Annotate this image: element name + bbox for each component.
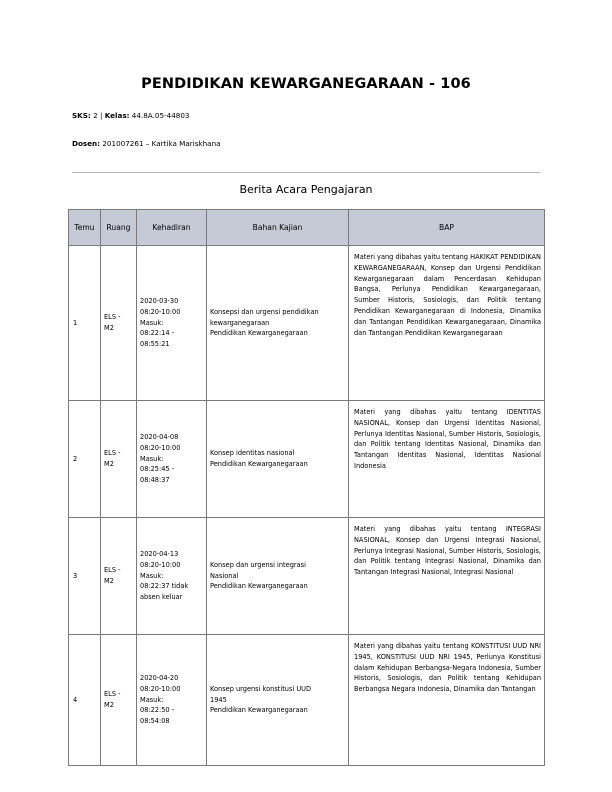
bahan-line: Nasional bbox=[210, 571, 239, 580]
sks-value: 2 bbox=[93, 111, 98, 120]
bahan-line: Pendidikan Kewarganegaraan bbox=[210, 460, 308, 468]
kehadiran-line: absen keluar bbox=[140, 593, 183, 602]
table-row bbox=[69, 635, 545, 766]
kehadiran-line: 08:20-10:00 bbox=[140, 443, 181, 452]
bap-cell: Materi yang dibahas yaitu tentang KONSTITUSI UUD NRI 1945, KONSTITUSI UUD NRI 1945, Perlunya Konstitusi dalam Kehidupan Berbangsa-Negara Indonesia, Sumber Historis, Sosiologis, dan Politik tentang Kehidupan Berbangsa Negara Indonesia, Dinamika dan Tantangan bbox=[349, 635, 545, 766]
column-header-kehadiran: Kehadiran bbox=[137, 210, 207, 246]
page-title: PENDIDIKAN KEWARGANEGARAAN - 106 bbox=[141, 76, 471, 92]
sks-label: SKS: bbox=[72, 111, 91, 120]
ruang-line: ELS - bbox=[104, 690, 121, 699]
bahan-line: Konsep urgensi konstitusi UUD bbox=[210, 684, 312, 693]
ruang-cell bbox=[101, 246, 137, 401]
bahan-kajian-cell bbox=[207, 401, 349, 518]
ruang-line: ELS - bbox=[104, 313, 121, 322]
kehadiran-line: 08:55:21 bbox=[140, 340, 170, 349]
ruang-line: M2 bbox=[104, 324, 114, 332]
kehadiran-cell bbox=[137, 246, 207, 401]
bahan-line: 1945 bbox=[210, 695, 227, 704]
bahan-line: Pendidikan Kewarganegaraan bbox=[210, 582, 308, 591]
column-header-ruang: Ruang bbox=[101, 210, 137, 246]
bap-cell: Materi yang dibahas yaitu tentang IDENTITAS NASIONAL, Konsep dan Urgensi Identitas Nasional, Perlunya Identitas Nasional, Sumber Historis, Sosiologis, dan Politik tentang Identitas Nasional, Dinamika dan Tantangan Identitas Nasional, Identitas Nasional Indonesia bbox=[349, 401, 545, 518]
kehadiran-line: 08:25:45 - bbox=[140, 465, 175, 474]
bahan-kajian-cell bbox=[207, 635, 349, 766]
separator: | bbox=[99, 111, 103, 120]
kehadiran-line: Masuk: bbox=[140, 695, 164, 704]
table-row bbox=[69, 401, 545, 518]
kehadiran-line: 08:20-10:00 bbox=[140, 307, 181, 316]
kehadiran-cell bbox=[137, 518, 207, 635]
bap-cell: Materi yang dibahas yaitu tentang HAKIKAT PENDIDIKAN KEWARGANEGARAAN, Konsep dan Urgensi Pendidikan Kewarganegaraan dalam Pencerdasan Kehidupan Bangsa, Perlunya Pendidikan Kewarganegaraan, Sumber Historis, Sosiologis, dan Politik tentang Pendidikan Kewarganegaraan di Indonesia, Dinamika dan Tantangan Pendidikan Kewarganegaraan, Dinamika dan Tantangan Pendidikan Kewarganegaraan bbox=[349, 246, 545, 401]
lecturer-info bbox=[72, 139, 221, 148]
bahan-line: Pendidikan Kewarganegaraan bbox=[210, 329, 308, 338]
bahan-line: Konsepsi dan urgensi pendidikan bbox=[210, 307, 319, 316]
ruang-cell bbox=[101, 635, 137, 766]
kehadiran-line: 2020-03-30 bbox=[140, 297, 179, 305]
column-header-bahan-kajian: Bahan Kajian bbox=[207, 210, 349, 246]
column-header-bap: BAP bbox=[349, 210, 545, 246]
table-header-row bbox=[69, 210, 545, 246]
ruang-line: ELS - bbox=[104, 566, 121, 575]
bahan-line: Pendidikan Kewarganegaraan bbox=[210, 706, 308, 715]
kehadiran-line: 08:20-10:00 bbox=[140, 684, 181, 693]
divider bbox=[72, 172, 540, 173]
temu-cell: 4 bbox=[69, 635, 101, 766]
bap-table bbox=[68, 209, 545, 766]
kehadiran-line: Masuk: bbox=[140, 571, 164, 580]
table-row bbox=[69, 518, 545, 635]
kehadiran-line: 08:54:08 bbox=[140, 717, 170, 726]
kehadiran-line: 08:20-10:00 bbox=[140, 560, 181, 569]
kehadiran-line: 08:22:14 - bbox=[140, 329, 175, 338]
kehadiran-cell bbox=[137, 401, 207, 518]
kehadiran-line: 2020-04-20 bbox=[140, 674, 179, 682]
bahan-line: kewarganegaraan bbox=[210, 318, 270, 327]
bahan-kajian-cell bbox=[207, 518, 349, 635]
ruang-line: M2 bbox=[104, 577, 114, 585]
temu-cell: 3 bbox=[69, 518, 101, 635]
ruang-line: M2 bbox=[104, 701, 114, 709]
temu-cell: 1 bbox=[69, 246, 101, 401]
kehadiran-line: 08:22:37 tidak bbox=[140, 582, 189, 591]
kehadiran-line: 08:22:50 - bbox=[140, 706, 175, 715]
column-header-temu: Temu bbox=[69, 210, 101, 246]
ruang-line: M2 bbox=[104, 460, 114, 468]
kehadiran-line: 2020-04-08 bbox=[140, 433, 179, 441]
kelas-value: 44.8A.05-44803 bbox=[131, 111, 190, 120]
section-title: Berita Acara Pengajaran bbox=[239, 183, 373, 196]
table-row bbox=[69, 246, 545, 401]
bahan-kajian-cell bbox=[207, 246, 349, 401]
kehadiran-line: Masuk: bbox=[140, 454, 164, 463]
dosen-value: 201007261 – Kartika Mariskhana bbox=[102, 139, 221, 148]
kehadiran-line: Masuk: bbox=[140, 318, 164, 327]
bahan-line: Konsep identitas nasional bbox=[210, 449, 295, 458]
dosen-label: Dosen: bbox=[72, 139, 101, 148]
ruang-cell bbox=[101, 401, 137, 518]
ruang-cell bbox=[101, 518, 137, 635]
kehadiran-line: 08:48:37 bbox=[140, 476, 170, 485]
temu-cell: 2 bbox=[69, 401, 101, 518]
bahan-line: Konsep dan urgensi integrasi bbox=[210, 560, 306, 569]
course-info bbox=[72, 111, 189, 120]
kelas-label: Kelas: bbox=[104, 111, 130, 120]
kehadiran-cell bbox=[137, 635, 207, 766]
ruang-line: ELS - bbox=[104, 449, 121, 458]
kehadiran-line: 2020-04-13 bbox=[140, 550, 179, 558]
bap-cell: Materi yang dibahas yaitu tentang INTEGRASI NASIONAL, Konsep dan Urgensi Integrasi Nasional, Perlunya Integrasi Nasional, Sumber Historis, Sosiologis, dan Politik tentang Integrasi Nasional, Dinamika dan Tantangan Integrasi Nasional, Integrasi Nasional bbox=[349, 518, 545, 635]
